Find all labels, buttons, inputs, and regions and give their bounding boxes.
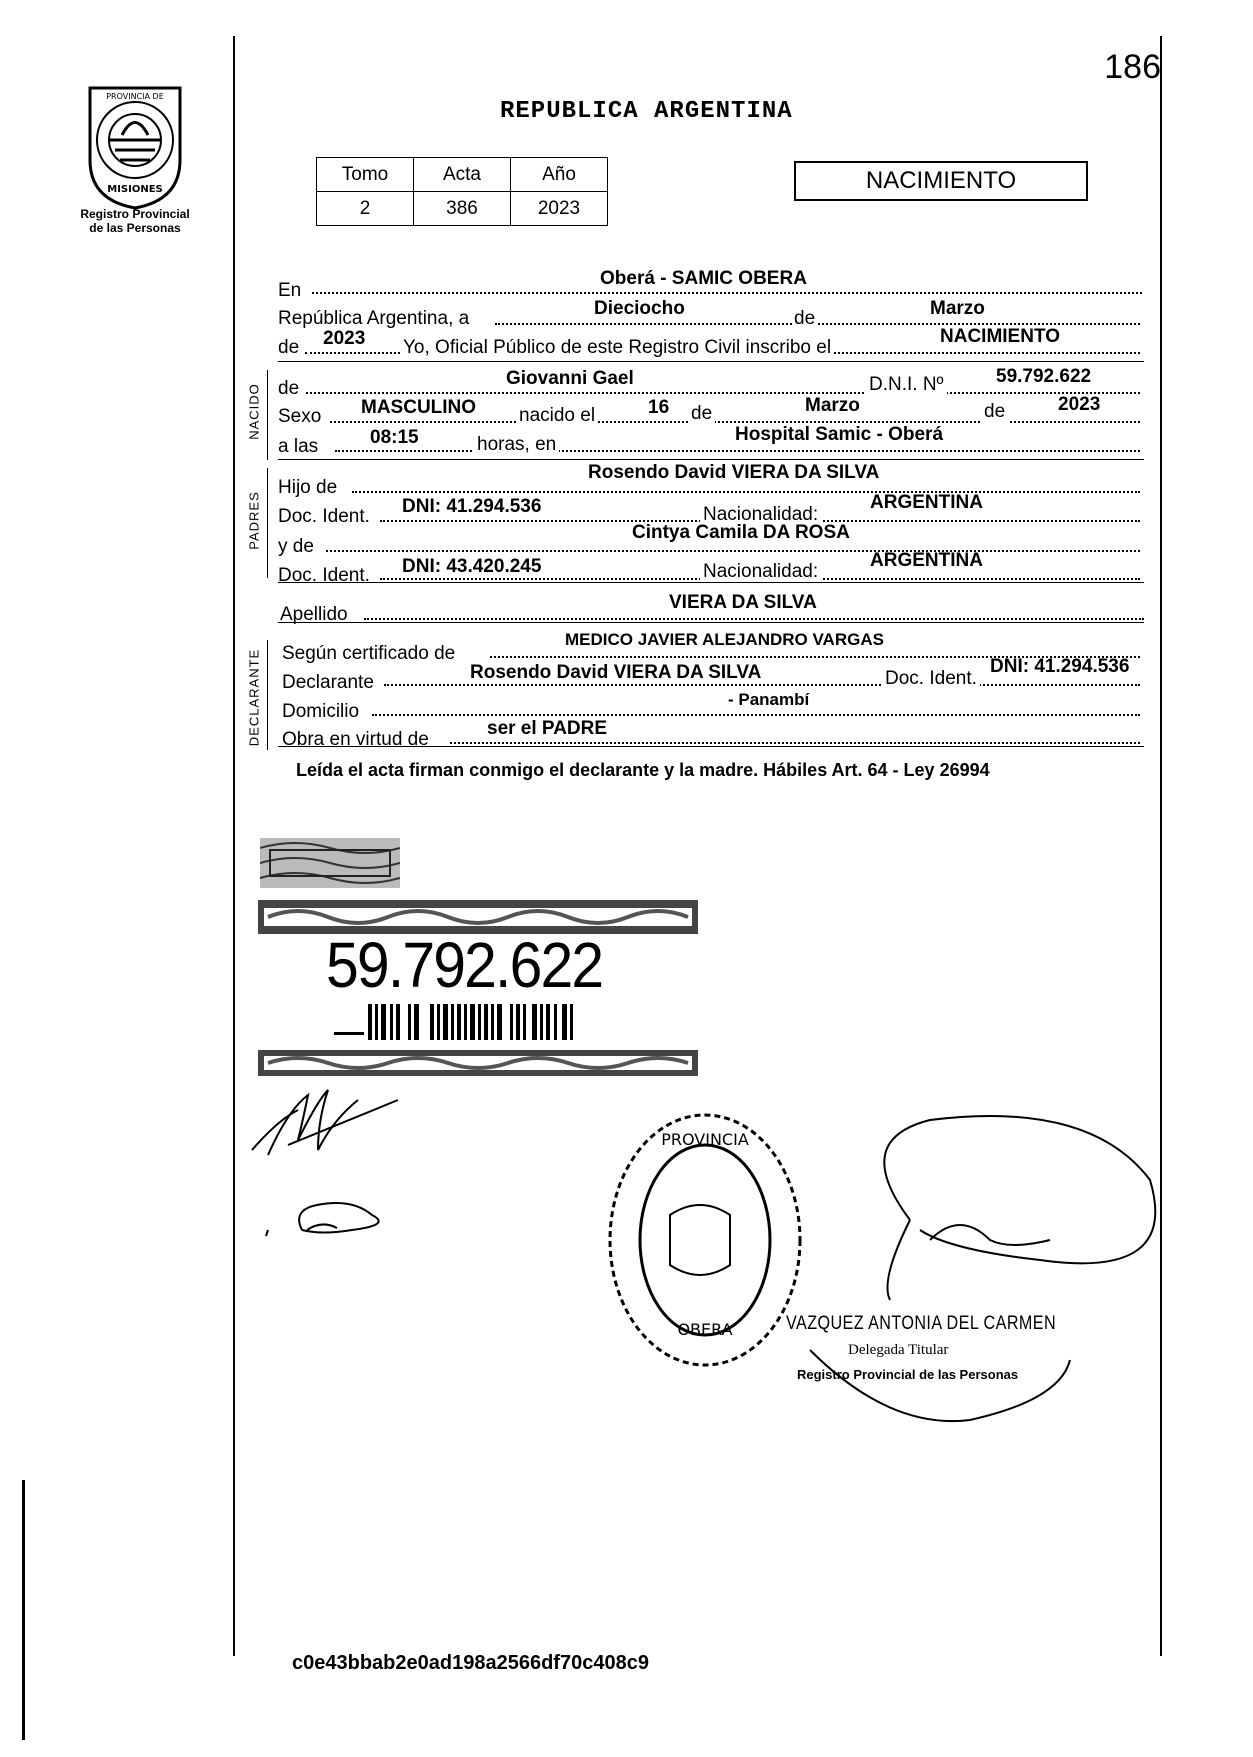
declarant-signature: [248, 1080, 408, 1170]
value-padre-doc: DNI: 41.294.536: [402, 496, 542, 517]
dotted-line-en: [312, 292, 1142, 294]
left-margin-line: [233, 36, 235, 1656]
label-segun: Según certificado de: [282, 643, 456, 664]
official-signature: [790, 1100, 1170, 1440]
reference-header-anio: Año: [511, 158, 608, 192]
divider-5: [278, 746, 1144, 747]
label-nacionalidad-madre: Nacionalidad:: [700, 561, 821, 583]
value-dia-nac: 16: [648, 397, 670, 418]
label-doc-ident-declarante: Doc. Ident.: [882, 668, 980, 690]
section-label-padres: PADRES: [246, 491, 262, 550]
value-certificado: MEDICO JAVIER ALEJANDRO VARGAS: [565, 630, 884, 649]
seal-top-text: PROVINCIA DE: [106, 92, 164, 101]
divider-2: [278, 459, 1144, 460]
label-nacionalidad-padre: Nacionalidad:: [700, 504, 821, 526]
dotted-line-padre: [352, 491, 1140, 493]
closing-note: Leída el acta firman conmigo el declarante y la madre. Hábiles Art. 64 - Ley 26994: [296, 760, 990, 780]
document-hash: c0e43bbab2e0ad198a2566df70c408c9: [292, 1652, 649, 1674]
value-anio-nac: 2023: [1058, 394, 1101, 415]
label-de-anio: de: [278, 337, 300, 358]
security-pattern-small: [260, 838, 400, 888]
dotted-line-sexo: [330, 421, 1140, 423]
reference-value-anio: 2023: [511, 192, 608, 226]
label-de-nombre: de: [278, 378, 300, 399]
reference-value-tomo: 2: [317, 192, 414, 226]
value-nombre: Giovanni Gael: [506, 368, 634, 389]
label-obra: Obra en virtud de: [282, 729, 429, 750]
reference-value-acta: 386: [414, 192, 511, 226]
security-band-bottom: [258, 1050, 698, 1076]
value-madre-nac: ARGENTINA: [870, 550, 983, 571]
value-hora: 08:15: [370, 427, 419, 448]
reference-header-acta: Acta: [414, 158, 511, 192]
label-dni: D.N.I. Nº: [866, 374, 947, 396]
mother-signature: [262, 1190, 412, 1250]
value-sexo: MASCULINO: [361, 397, 477, 418]
divider-3: [278, 582, 1144, 583]
reference-header-tomo: Tomo: [317, 158, 414, 192]
dotted-line-madre: [326, 550, 1140, 552]
label-yo-oficial: Yo, Oficial Público de este Registro Civil inscribo el: [400, 337, 834, 359]
binding-edge-line: [22, 1480, 25, 1740]
value-dia-registro: Dieciocho: [594, 298, 685, 319]
section-bracket-nacido: [267, 370, 268, 460]
label-hijo-de: Hijo de: [278, 477, 338, 498]
value-dni: 59.792.622: [996, 366, 1092, 387]
reference-value-row: [317, 192, 608, 226]
document-title: REPUBLICA ARGENTINA: [500, 98, 793, 125]
value-padre-nac: ARGENTINA: [870, 492, 983, 513]
official-org: Registro Provincial de las Personas: [797, 1367, 1019, 1382]
divider-1: [278, 361, 1144, 362]
label-doc-ident-padre: Doc. Ident.: [278, 506, 370, 527]
dotted-line-declarante: [384, 684, 1140, 686]
seal-bottom-text: MISIONES: [107, 184, 163, 195]
official-role: Delegada Titular: [848, 1342, 949, 1358]
value-lugar-nac: Hospital Samic - Oberá: [735, 424, 944, 445]
reference-header-row: [317, 158, 608, 192]
stamp-top-text: PROVINCIA: [661, 1130, 749, 1149]
dni-large-number: 59.792.622: [326, 929, 603, 1001]
label-apellido: Apellido: [280, 604, 348, 625]
label-a-las: a las: [278, 436, 319, 457]
value-declarante: Rosendo David VIERA DA SILVA: [470, 662, 762, 683]
value-anio-registro: 2023: [323, 328, 366, 349]
official-stamp: [600, 1105, 810, 1375]
value-obra: ser el PADRE: [487, 718, 608, 739]
label-domicilio: Domicilio: [282, 701, 360, 722]
dotted-line-nombre: [306, 392, 1140, 394]
section-label-nacido: NACIDO: [246, 383, 262, 440]
label-de-anio-nac: de: [981, 401, 1008, 423]
section-label-declarante: DECLARANTE: [246, 648, 262, 747]
registry-caption: [60, 207, 210, 235]
dotted-line-republica: [495, 323, 1140, 325]
value-declarante-doc: DNI: 41.294.536: [990, 656, 1130, 677]
dotted-line-hora: [335, 450, 1140, 452]
label-en: En: [278, 280, 302, 301]
value-mes-registro: Marzo: [930, 298, 985, 319]
label-horas-en: horas, en: [474, 434, 559, 456]
divider-4: [278, 622, 1144, 623]
registry-caption-line2: de las Personas: [89, 221, 181, 235]
record-type-box: NACIMIENTO: [794, 161, 1088, 201]
label-de-mes-nac: de: [688, 403, 715, 425]
section-bracket-padres: [267, 468, 268, 578]
dotted-line-apellido: [364, 618, 1144, 620]
label-declarante: Declarante: [282, 672, 374, 693]
label-de-mes: de: [794, 308, 816, 329]
section-bracket-declarante: [267, 640, 268, 750]
label-sexo: Sexo: [278, 406, 322, 427]
province-seal-logo: [80, 80, 190, 210]
reference-table: [316, 157, 608, 226]
dotted-line-obra: [450, 742, 1140, 744]
stamp-bottom-text: OBERA: [677, 1320, 733, 1339]
label-nacido-el: nacido el: [516, 405, 598, 427]
value-mes-nac: Marzo: [805, 395, 860, 416]
value-lugar: Oberá - SAMIC OBERA: [600, 268, 807, 289]
dotted-line-domicilio: [372, 714, 1140, 716]
value-madre: Cintya Camila DA ROSA: [632, 522, 850, 543]
label-republica: República Argentina, a: [278, 308, 470, 329]
value-domicilio: - Panambí: [728, 690, 810, 709]
value-padre: Rosendo David VIERA DA SILVA: [588, 462, 880, 483]
label-y-de: y de: [278, 536, 314, 557]
page-number: 186: [1104, 48, 1161, 86]
value-apellido: VIERA DA SILVA: [669, 592, 817, 613]
official-name: VAZQUEZ ANTONIA DEL CARMEN: [786, 1313, 1057, 1334]
barcode: [334, 1002, 600, 1042]
value-acto: NACIMIENTO: [940, 326, 1060, 347]
registry-caption-line1: Registro Provincial: [80, 207, 190, 221]
value-madre-doc: DNI: 43.420.245: [402, 556, 542, 577]
label-doc-ident-madre: Doc. Ident.: [278, 565, 370, 586]
